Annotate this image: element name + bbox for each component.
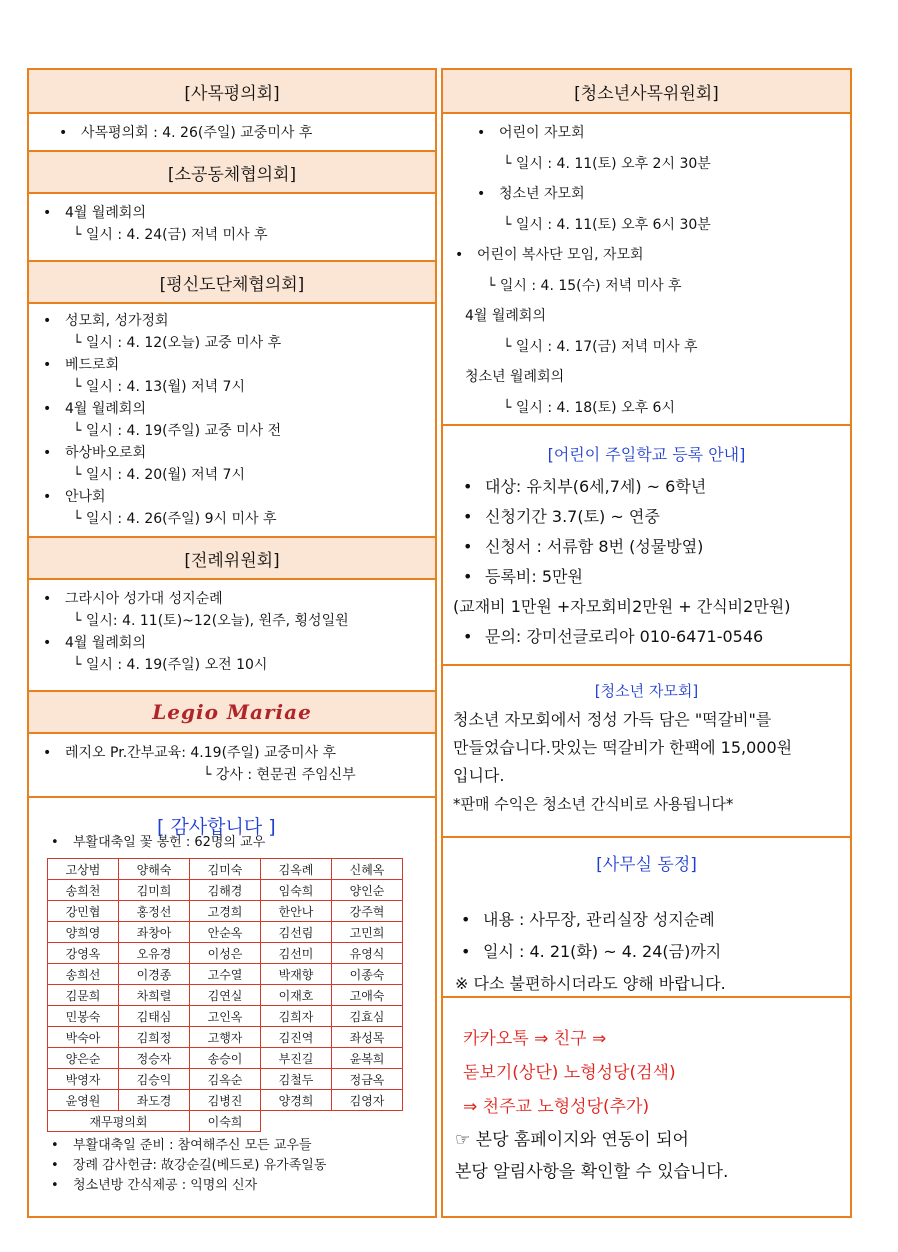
- name-cell: 임숙희: [261, 880, 332, 901]
- name-cell: 김태심: [119, 1006, 190, 1027]
- name-cell: 윤영원: [48, 1090, 119, 1111]
- name-cell: 좌창아: [119, 922, 190, 943]
- name-cell: 김연실: [190, 985, 261, 1006]
- name-cell: 김미숙: [190, 859, 261, 880]
- name-cell: 신혜옥: [332, 859, 403, 880]
- youth-detail: 청소년 월례회의: [465, 369, 565, 385]
- name-cell: 좌도경: [119, 1090, 190, 1111]
- thanks-section: [29, 798, 435, 1208]
- table-row: [48, 964, 403, 985]
- table-row: [48, 922, 403, 943]
- kakao-line2: 돋보기(상단) 노형성당(검색): [463, 1063, 676, 1083]
- thanks-intro: • 부활대축일 꽃 봉헌 : 62명의 교우: [73, 832, 265, 854]
- youth-detail: 4월 월례회의: [465, 308, 546, 324]
- office-section: [443, 838, 850, 998]
- name-cell: 강영옥: [48, 943, 119, 964]
- table-row: [48, 985, 403, 1006]
- name-cell: 송승이: [190, 1048, 261, 1069]
- legio-item: • 레지오 Pr.간부교육: 4.19(주일) 교중미사 후: [65, 742, 435, 764]
- sogong-section: [29, 194, 435, 262]
- table-row: [48, 943, 403, 964]
- name-cell: 안순옥: [190, 922, 261, 943]
- youth-detail: └ 일시 : 4. 11(토) 오후 6시 30분: [503, 216, 711, 233]
- table-row: [48, 859, 403, 880]
- youth-item: • 청소년 자모회: [499, 179, 850, 210]
- kakao-line3: ⇒ 천주교 노형성당(추가): [463, 1097, 650, 1117]
- name-cell: 김효심: [332, 1006, 403, 1027]
- pyeongsin-detail: └ 일시 : 4. 26(주일) 9시 미사 후: [73, 511, 277, 527]
- youth-committee-section: [443, 114, 850, 426]
- name-cell: 부진길: [261, 1048, 332, 1069]
- name-cell: 김희자: [261, 1006, 332, 1027]
- youth-parents-title: [청소년 자모회]: [594, 682, 699, 700]
- youth-detail: └ 일시 : 4. 11(토) 오후 2시 30분: [503, 155, 711, 172]
- samok-section: [29, 114, 435, 152]
- thanks-footer-item: • 부활대축일 준비 : 참여해주신 모든 교우들: [73, 1136, 326, 1156]
- office-title: [사무실 동정]: [596, 855, 697, 875]
- youth-detail: └ 일시 : 4. 18(토) 오후 6시: [503, 399, 675, 416]
- name-cell: 오유경: [119, 943, 190, 964]
- name-cell: 고경희: [190, 901, 261, 922]
- sunday-school-item: • 신청기간 3.7(토) ~ 연중: [485, 502, 850, 532]
- office-note: ※ 다소 불편하시더라도 양해 바랍니다.: [455, 974, 726, 993]
- pyeongsin-header: [평신도단체협의회]: [29, 262, 435, 304]
- name-cell: 고민희: [332, 922, 403, 943]
- name-cell: 고수열: [190, 964, 261, 985]
- name-cell: 김철두: [261, 1069, 332, 1090]
- name-cell: 좌성목: [332, 1027, 403, 1048]
- name-cell: 김옥례: [261, 859, 332, 880]
- sunday-school-item: • 등록비: 5만원: [485, 562, 850, 592]
- name-cell: 송희천: [48, 880, 119, 901]
- name-cell: 고인옥: [190, 1006, 261, 1027]
- sunday-school-item: • 신청서 : 서류함 8번 (성물방옆): [485, 532, 850, 562]
- name-cell: 김진역: [261, 1027, 332, 1048]
- name-cell: 정승자: [119, 1048, 190, 1069]
- sunday-school-section: [443, 426, 850, 666]
- name-cell: 정금옥: [332, 1069, 403, 1090]
- thanks-footer-item: • 장례 감사헌금: 故강순길(베드로) 유가족일동: [73, 1156, 326, 1176]
- kakao-line4: ☞ 본당 홈페이지와 연동이 되어: [455, 1130, 689, 1150]
- jeonrye-header: [전례위원회]: [29, 538, 435, 580]
- table-row: [48, 1048, 403, 1069]
- office-item1: • 내용 : 사무장, 관리실장 성지순례: [483, 904, 850, 936]
- kakao-line1: 카카오톡 ⇒ 친구 ⇒: [463, 1029, 607, 1049]
- name-cell: 김병진: [190, 1090, 261, 1111]
- table-row: [48, 901, 403, 922]
- samok-header: [사목평의회]: [29, 70, 435, 114]
- table-row: [48, 880, 403, 901]
- name-cell: 이숙희: [190, 1111, 261, 1132]
- name-cell: 박숙아: [48, 1027, 119, 1048]
- pyeongsin-item: • 베드로회: [65, 354, 435, 376]
- legio-section: [29, 734, 435, 798]
- jeonrye-item: • 그라시아 성가대 성지순례: [65, 588, 435, 610]
- samok-item: • 사목평의회 : 4. 26(주일) 교중미사 후: [81, 122, 435, 144]
- pyeongsin-detail: └ 일시 : 4. 19(주일) 교중 미사 전: [73, 423, 282, 439]
- jeonrye-section: [29, 580, 435, 692]
- name-cell: 김옥순: [190, 1069, 261, 1090]
- sogong-item: • 4월 월례회의: [65, 202, 435, 224]
- youth-item: • 어린이 복사단 모임, 자모회: [477, 240, 850, 271]
- name-cell: 고상범: [48, 859, 119, 880]
- name-cell: 양해숙: [119, 859, 190, 880]
- name-cell: 한안나: [261, 901, 332, 922]
- sogong-header: [소공동체협의회]: [29, 152, 435, 194]
- table-row: [48, 1069, 403, 1090]
- name-cell: 김미희: [119, 880, 190, 901]
- thanks-footer-item: • 청소년방 간식제공 : 익명의 신자: [73, 1176, 326, 1196]
- legio-header: Legio Mariae: [29, 692, 435, 734]
- name-cell: 양은순: [48, 1048, 119, 1069]
- name-cell: 김영자: [332, 1090, 403, 1111]
- name-cell: 이경종: [119, 964, 190, 985]
- thanks-footer: [73, 1136, 326, 1196]
- pyeongsin-item: • 성모회, 성가정회: [65, 310, 435, 332]
- sunday-school-contact: • 문의: 강미선글로리아 010-6471-0546: [485, 622, 850, 652]
- pyeongsin-section: [29, 304, 435, 538]
- left-column: [27, 68, 437, 1218]
- name-cell: 김문희: [48, 985, 119, 1006]
- name-cell: 고애숙: [332, 985, 403, 1006]
- name-cell: 차희렬: [119, 985, 190, 1006]
- sunday-school-title: [어린이 주일학교 등록 안내]: [547, 445, 746, 464]
- pyeongsin-detail: └ 일시 : 4. 20(월) 저녁 7시: [73, 467, 245, 483]
- pyeongsin-item: • 안나회: [65, 486, 435, 508]
- table-row: [48, 1090, 403, 1111]
- youth-committee-header: [청소년사목위원회]: [443, 70, 850, 114]
- name-cell: 고행자: [190, 1027, 261, 1048]
- name-cell: 재무평의회: [48, 1111, 190, 1132]
- pyeongsin-detail: └ 일시 : 4. 13(월) 저녁 7시: [73, 379, 245, 395]
- name-cell: 유영식: [332, 943, 403, 964]
- legio-detail: └ 강사 : 현문권 주임신부: [203, 767, 356, 783]
- jeonrye-detail: └ 일시: 4. 11(토)~12(오늘), 원주, 횡성일원: [73, 613, 349, 629]
- name-cell: 홍정선: [119, 901, 190, 922]
- name-cell: 강민협: [48, 901, 119, 922]
- pyeongsin-detail: └ 일시 : 4. 12(오늘) 교중 미사 후: [73, 335, 282, 351]
- youth-parents-line4: *판매 수익은 청소년 간식비로 사용됩니다*: [453, 795, 734, 813]
- youth-parents-section: [443, 666, 850, 838]
- name-cell: 송희선: [48, 964, 119, 985]
- table-row: [48, 1027, 403, 1048]
- table-row: [48, 1006, 403, 1027]
- thanks-title: [ 감사합니다 ]: [157, 816, 276, 838]
- youth-parents-line3: 입니다.: [453, 766, 505, 785]
- name-cell: 김승익: [119, 1069, 190, 1090]
- name-cell: 양경희: [261, 1090, 332, 1111]
- name-cell: 양인순: [332, 880, 403, 901]
- youth-parents-line2: 만들었습니다.맛있는 떡갈비가 한팩에 15,000원: [453, 738, 793, 757]
- name-cell: 김희정: [119, 1027, 190, 1048]
- youth-item: • 어린이 자모회: [499, 118, 850, 149]
- name-cell: 민봉숙: [48, 1006, 119, 1027]
- name-cell: 박재향: [261, 964, 332, 985]
- name-cell: 이종숙: [332, 964, 403, 985]
- kakao-section: [443, 998, 850, 1216]
- name-cell: 이성은: [190, 943, 261, 964]
- youth-parents-line1: 청소년 자모회에서 정성 가득 담은 "떡갈비"를: [453, 710, 772, 729]
- sunday-school-fee: (교재비 1만원 +자모회비2만원 + 간식비2만원): [453, 597, 791, 616]
- sunday-school-items: [443, 472, 850, 592]
- name-cell: 김선미: [261, 943, 332, 964]
- right-column: [441, 68, 852, 1218]
- pyeongsin-item: • 4월 월례회의: [65, 398, 435, 420]
- sogong-detail: └ 일시 : 4. 24(금) 저녁 미사 후: [73, 227, 268, 243]
- youth-detail: └ 일시 : 4. 15(수) 저녁 미사 후: [487, 277, 682, 294]
- thanks-names-table: [47, 858, 403, 1132]
- table-row: [48, 1111, 403, 1132]
- kakao-line5: 본당 알림사항을 확인할 수 있습니다.: [455, 1162, 729, 1182]
- name-cell: 강주혁: [332, 901, 403, 922]
- jeonrye-item: • 4월 월례회의: [65, 632, 435, 654]
- name-cell: 김선림: [261, 922, 332, 943]
- name-cell: 윤복희: [332, 1048, 403, 1069]
- office-item2: • 일시 : 4. 21(화) ~ 4. 24(금)까지: [483, 936, 850, 968]
- jeonrye-detail: └ 일시 : 4. 19(주일) 오전 10시: [73, 657, 268, 673]
- name-cell: 양희영: [48, 922, 119, 943]
- sunday-school-item: • 대상: 유치부(6세,7세) ~ 6학년: [485, 472, 850, 502]
- name-cell: 박영자: [48, 1069, 119, 1090]
- name-cell: 이재호: [261, 985, 332, 1006]
- pyeongsin-item: • 하상바오로회: [65, 442, 435, 464]
- name-cell: 김해경: [190, 880, 261, 901]
- youth-detail: └ 일시 : 4. 17(금) 저녁 미사 후: [503, 338, 698, 355]
